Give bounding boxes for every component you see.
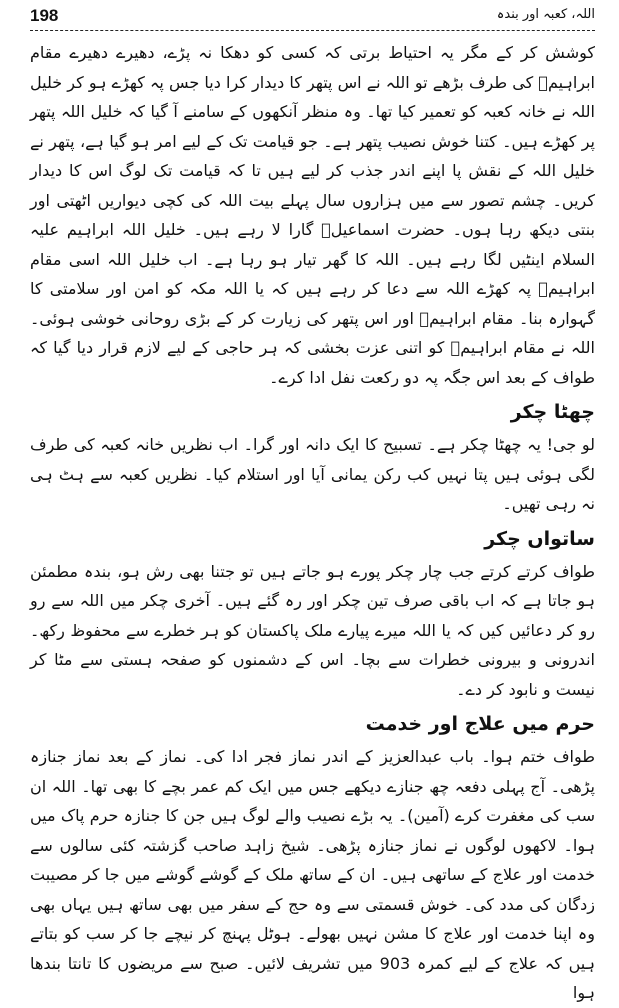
seventh-round-paragraph: طواف کرتے کرتے جب چار چکر پورے ہو جاتے ہیں تو جتنا بھی رش ہو، بندہ مطمئن ہو جاتا ہے کہ اب باقی صرف تین چکر اور رہ گئے ہیں۔ آخری چکر میں اللہ سے رو رو کر دعائیں کیں کہ یا اللہ میرے پیارے ملک پاکستان کو ہر خطرے سے محفوظ رکھ۔ اندرونی و بیرونی خطرات سے بچا۔ اس کے دشمنوں کو صفحہ ہستی سے مٹا کر نیست و نابود کر دے۔ [30,561,595,699]
heading-haram-service: حرم میں علاج اور خدمت [365,713,595,735]
header-rule [30,30,595,31]
page-content [30,38,595,1008]
haram-service-paragraph: طواف ختم ہوا۔ باب عبدالعزیز کے اندر نماز فجر ادا کی۔ نماز کے بعد نماز جنازہ پڑھی۔ آج پہلی دفعہ چھ جنازے دیکھے جس میں ایک کم عمر بچے کا بھی تھا۔ اللہ ان سب کی مغفرت کرے (آمین)۔ یہ بڑے نصیب والے لوگ ہیں جن کا جنازہ حرم پاک میں ہوا۔ لاکھوں لوگوں نے نماز جنازہ پڑھی۔ شیخ زاہد صاحب گزشتہ کئی سالوں سے خدمت اور علاج کے ساتھی ہیں۔ ان کے ساتھ ملک کے گوشے گوشے میں جا کر مصیبت زدگان کی مدد کی۔ خوش قسمتی سے وہ حج کے سفر میں بھی ساتھ ہیں یہاں بھی وہ اپنا خدمت اور علاج کا مشن نہیں بھولے۔ ہوٹل پہنچ کر نیچے جا کر سب کو بتاتے ہیں کہ علاج کے لیے کمرہ 903 میں تشریف لائیں۔ صبح سے مریضوں کا تانتا بندھا ہوا [30,747,596,1002]
heading-seventh-round: ساتواں چکر [484,527,595,550]
heading-sixth-round: چھٹا چکر [510,401,595,423]
page-header [30,6,595,32]
page-number: 198 [30,6,59,25]
sixth-round-paragraph: لو جی! یہ چھٹا چکر ہے۔ تسبیح کا ایک دانہ اور گرا۔ اب نظریں خانہ کعبہ کی طرف لگی ہوئی ہیں پتا نہیں کب رکن یمانی آیا اور استلام کیا۔ نظریں کعبہ سے ہٹ ہی نہ رہی تھیں۔ [30,435,595,513]
running-head: اللہ، کعبہ اور بندہ [496,7,595,22]
intro-paragraph: کوشش کر کے مگر یہ احتیاط برتی کہ کسی کو دھکا نہ پڑے، دھیرے دھیرے مقام ابراہیمؑ کی طرف بڑھے تو اللہ نے اس پتھر کا دیدار کرا دیا جس پہ کھڑے ہو کر خلیل اللہ نے خانہ کعبہ کو تعمیر کیا تھا۔ وہ منظر آنکھوں کے سامنے آ گیا کہ خلیل اللہ پتھر پر کھڑے ہیں۔ کتنا خوش نصیب پتھر ہے۔ جو قیامت تک کے لیے امر ہو گیا ہے، پتھر نے خلیل اللہ کے نقش پا اپنے اندر جذب کر لیے ہیں تا کہ قیامت تک لوگ اس کا دیدار کریں۔ چشم تصور سے میں ہزاروں سال پہلے بیت اللہ کی کچی دیواریں اٹھتی اور بنتی دیکھ رہا ہوں۔ حضرت اسماعیلؑ گارا لا رہے ہیں۔ خلیل اللہ ابراہیم علیہ السلام اینٹیں لگا رہے ہیں۔ اللہ کا گھر تیار ہو رہا ہے۔ اب خلیل اللہ اسی مقام ابراہیمؑ پہ کھڑے اللہ سے دعا کر رہے ہیں کہ یا اللہ مکہ کو امن اور سلامتی کا گہوارہ بنا۔ مقام ابراہیمؑ اور اس پتھر کی زیارت کر کے بڑی روحانی خوشی ہوئی۔ اللہ نے مقام ابراہیمؑ کو اتنی عزت بخشی کہ ہر حاجی کے لیے لازم قرار دیا گیا کہ طواف کے بعد اس جگہ پہ دو رکعت نفل ادا کرے۔ [30,43,595,387]
